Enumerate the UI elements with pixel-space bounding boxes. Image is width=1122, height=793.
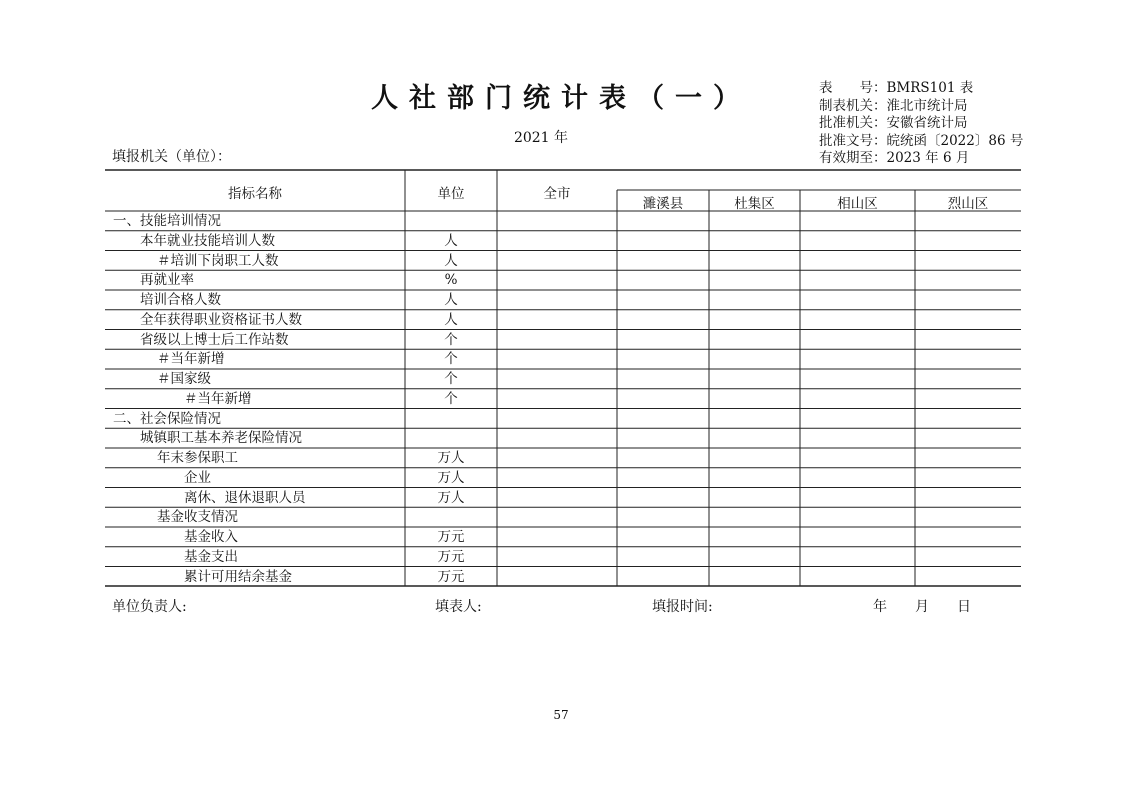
table-row-unit: 人 [444, 292, 458, 308]
table-row-name: ＃国家级 [157, 371, 211, 387]
footer-month: 月 [915, 599, 929, 615]
table-row-name: 再就业率 [140, 272, 194, 289]
footer-date-label: 填报时间: [652, 599, 713, 615]
table-row-unit: 万人 [437, 450, 465, 466]
table-row-unit [405, 507, 497, 527]
table-row-name: 全年获得职业资格证书人数 [140, 311, 302, 328]
table-row-name: 基金收支情况 [157, 509, 238, 526]
footer-year: 年 [873, 599, 887, 615]
meta-issuer: 制表机关：淮北市统计局 [819, 97, 968, 114]
header-city: 全市 [543, 186, 571, 202]
filler-label: 填报机关（单位）： [112, 149, 231, 165]
table-row-unit: 万人 [437, 469, 465, 486]
report-year: 2021 年 [513, 130, 569, 146]
table-row-unit [405, 409, 497, 429]
table-row-name: 基金收入 [184, 529, 238, 545]
table-row-unit: 人 [444, 232, 458, 249]
table-row-unit: 万元 [437, 529, 465, 545]
table-row-unit: 万元 [437, 568, 465, 585]
table-row-name: 培训合格人数 [140, 292, 221, 308]
table-row-name: 二、社会保险情况 [113, 410, 221, 427]
table-row-unit: 万人 [437, 489, 465, 506]
table-row-name: 城镇职工基本养老保险情况 [140, 430, 302, 447]
header-indicator-name: 指标名称 [228, 186, 282, 202]
meta-approval-doc: 批准文号：皖统函〔2022〕86 号 [819, 132, 1024, 149]
header-district: 濉溪县 [642, 196, 684, 212]
table-row-name: 离休、退休退职人员 [184, 489, 306, 506]
table-row-name: ＃当年新增 [157, 351, 225, 368]
header-district: 烈山区 [947, 196, 989, 212]
table-row-unit: 个 [444, 351, 458, 368]
table-row-unit: 人 [444, 252, 458, 269]
table-row-unit: 个 [444, 331, 458, 348]
meta-form-number: 表 号：BMRS101 表 [819, 80, 974, 96]
footer-preparer-label: 填表人: [435, 599, 482, 615]
table-row-name: 企业 [184, 469, 211, 486]
table-row-name: 本年就业技能培训人数 [140, 232, 275, 249]
header-unit: 单位 [437, 186, 465, 202]
footer-day: 日 [957, 599, 971, 615]
table-row-unit [405, 428, 497, 448]
header-district: 杜集区 [734, 196, 775, 212]
footer-head-label: 单位负责人: [112, 599, 187, 615]
page-number: 57 [553, 708, 569, 722]
table-row-unit: 人 [444, 311, 458, 328]
table-row-unit [405, 211, 497, 231]
header-district: 相山区 [837, 196, 878, 212]
table-row-name: 省级以上博士后工作站数 [140, 331, 289, 348]
table-row-unit: 万元 [437, 548, 465, 565]
table-row-name: ＃当年新增 [184, 390, 252, 407]
table-row-unit: % [444, 272, 458, 289]
meta-approver: 批准机关：安徽省统计局 [819, 115, 968, 131]
table-row-name: ＃培训下岗职工人数 [157, 252, 279, 269]
table-row-name: 累计可用结余基金 [184, 568, 292, 585]
table-row-unit: 个 [444, 390, 458, 407]
table-row-name: 年末参保职工 [157, 450, 238, 466]
table-row-unit: 个 [444, 371, 458, 387]
page-title: 人社部门统计表（一） [371, 83, 751, 114]
table-row-name: 一、技能培训情况 [113, 213, 221, 229]
table-row-name: 基金支出 [184, 548, 238, 565]
meta-valid-until: 有效期至：2023 年 6 月 [819, 150, 970, 166]
